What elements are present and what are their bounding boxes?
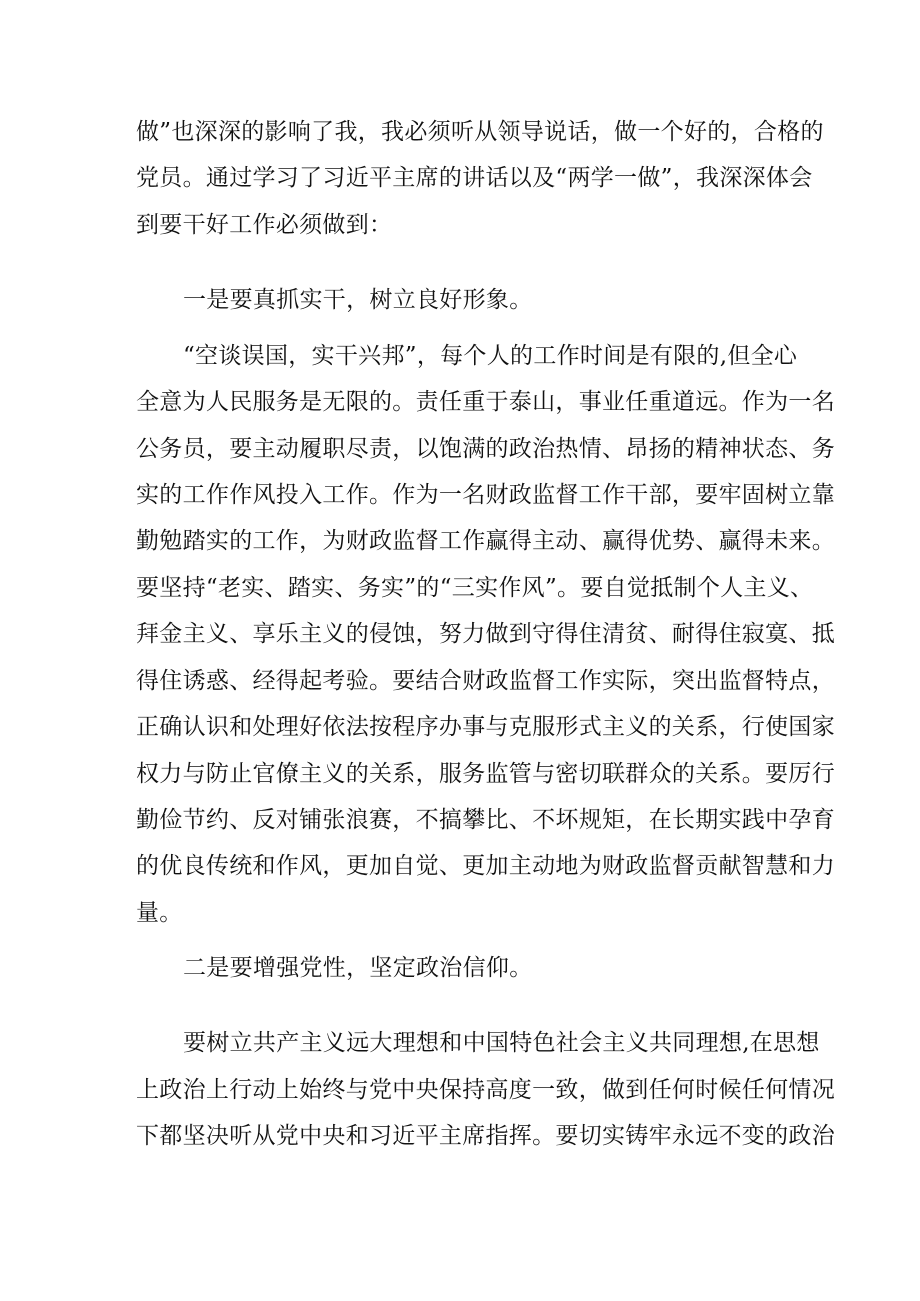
text-line: 到要干好工作必须做到： [136,212,393,238]
text-line: 上政治上行动上始终与党中央保持高度一致，做到任何时候任何情况 [136,1077,835,1103]
section-heading-2: 二是要增强党性，坚定政治信仰。 [183,955,533,981]
text-line: 拜金主义、享乐主义的侵蚀，努力做到守得住清贫、耐得住寂寞、抵 [136,621,835,647]
text-line: 得住诱惑、经得起考验。要结合财政监督工作实际，突出监督特点， [136,668,835,694]
text-line: 量。 [136,900,183,926]
section-heading-1: 一是要真抓实干，树立良好形象。 [183,287,533,313]
text-line: 正确认识和处理好依法按程序办事与克服形式主义的关系，行使国家 [136,714,835,740]
text-line: 党员。通过学习了习近平主席的讲话以及“两学一做”，我深深体会 [136,165,813,191]
text-line: “空谈误国，实干兴邦”，每个人的工作时间是有限的,但全心 [183,343,798,369]
text-line: 做”也深深的影响了我，我必须听从领导说话，做一个好的，合格的 [136,119,824,145]
text-line: 权力与防止官僚主义的关系，服务监管与密切联群众的关系。要厉行 [136,761,835,787]
text-line: 公务员，要主动履职尽责，以饱满的政治热情、昂扬的精神状态、务 [136,436,835,462]
text-line: 要坚持“老实、踏实、务实”的“三实作风”。要自觉抵制个人主义、 [136,575,814,601]
text-line: 勤俭节约、反对铺张浪赛，不搞攀比、不坏规矩，在长期实践中孕育 [136,807,835,833]
text-line: 勤勉踏实的工作，为财政监督工作赢得主动、赢得优势、赢得未来。 [136,528,835,554]
text-line: 下都坚决听从党中央和习近平主席指挥。要切实铸牢永远不变的政治 [136,1123,835,1149]
text-line: 要树立共产主义远大理想和中国特色社会主义共同理想,在思想 [183,1030,820,1056]
text-line: 的优良传统和作风，更加自觉、更加主动地为财政监督贡献智慧和力 [136,853,835,879]
text-line: 全意为人民服务是无限的。责任重于泰山，事业任重道远。作为一名 [136,389,835,415]
text-line: 实的工作作风投入工作。作为一名财政监督工作干部，要牢固树立靠 [136,482,835,508]
